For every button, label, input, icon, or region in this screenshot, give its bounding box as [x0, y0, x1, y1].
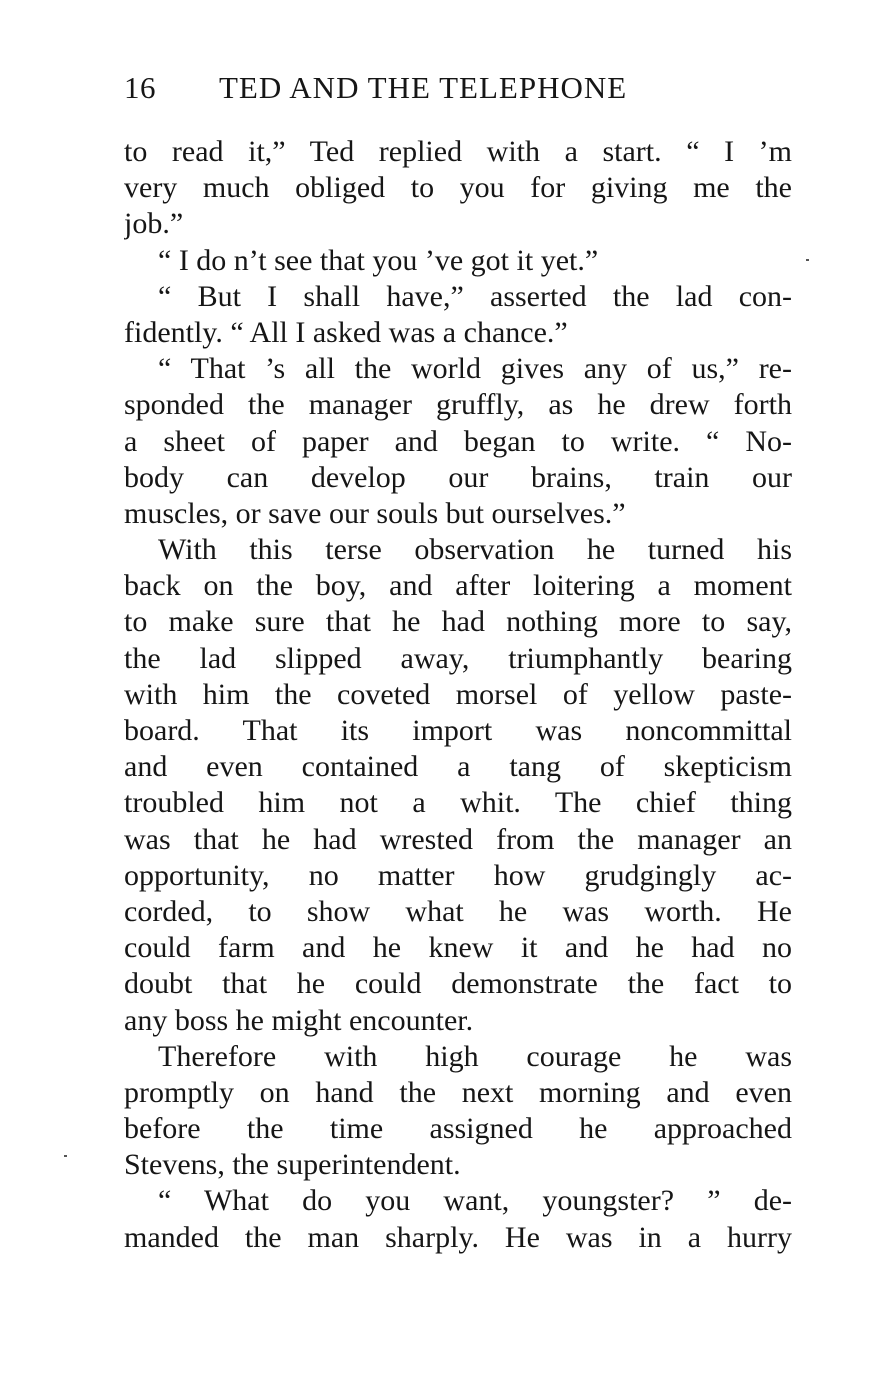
body-text	[124, 134, 792, 1256]
running-title: TED AND THE TELEPHONE	[219, 70, 628, 105]
text-line: muscles, or save our souls but ourselves.”	[124, 496, 626, 530]
text-line: the lad slipped away, triumphantly bearing	[124, 641, 792, 675]
text-line: With this terse observation he turned his	[158, 533, 792, 567]
text-line: a sheet of paper and began to write. “ No-	[124, 424, 792, 458]
text-line: manded the man sharply. He was in a hurry	[124, 1220, 792, 1254]
text-line: “ But I shall have,” asserted the lad con-	[158, 279, 792, 313]
text-line: was that he had wrested from the manager an	[124, 822, 792, 856]
text-line: “ What do you want, youngster? ” de-	[158, 1184, 792, 1218]
text-line: could farm and he knew it and he had no	[124, 931, 792, 965]
text-line: to read it,” Ted replied with a start. “ I ’m	[124, 135, 792, 168]
text-line: promptly on hand the next morning and even	[124, 1075, 792, 1109]
text-line: Stevens, the superintendent.	[124, 1148, 461, 1182]
text-line: back on the boy, and after loitering a moment	[124, 569, 792, 603]
text-line: troubled him not a whit. The chief thing	[124, 786, 792, 820]
text-line: Therefore with high courage he was	[158, 1039, 792, 1073]
text-line: and even contained a tang of skepticism	[124, 750, 792, 784]
scan-speck	[806, 259, 809, 261]
text-line: “ That ’s all the world gives any of us,” re-	[158, 352, 792, 386]
text-line: doubt that he could demonstrate the fact to	[124, 967, 792, 1001]
text-line: fidently. “ All I asked was a chance.”	[124, 315, 568, 349]
text-line: opportunity, no matter how grudgingly ac-	[124, 858, 792, 892]
text-line: corded, to show what he was worth. He	[124, 894, 792, 928]
text-line: board. That its import was noncommittal	[124, 714, 792, 747]
text-line: very much obliged to you for giving me the	[124, 171, 792, 205]
running-head	[124, 70, 792, 110]
text-line: sponded the manager gruffly, as he drew forth	[124, 388, 792, 422]
text-line: any boss he might encounter.	[124, 1003, 474, 1037]
scan-speck	[64, 1155, 67, 1157]
text-line: with him the coveted morsel of yellow paste-	[124, 677, 792, 711]
text-line: before the time assigned he approached	[124, 1112, 792, 1146]
page-number: 16	[124, 70, 156, 105]
text-line: “ I do n’t see that you ’ve got it yet.”	[158, 243, 599, 277]
text-line: to make sure that he had nothing more to say,	[124, 605, 792, 639]
text-line: job.”	[124, 207, 184, 241]
text-line: body can develop our brains, train our	[124, 460, 792, 494]
